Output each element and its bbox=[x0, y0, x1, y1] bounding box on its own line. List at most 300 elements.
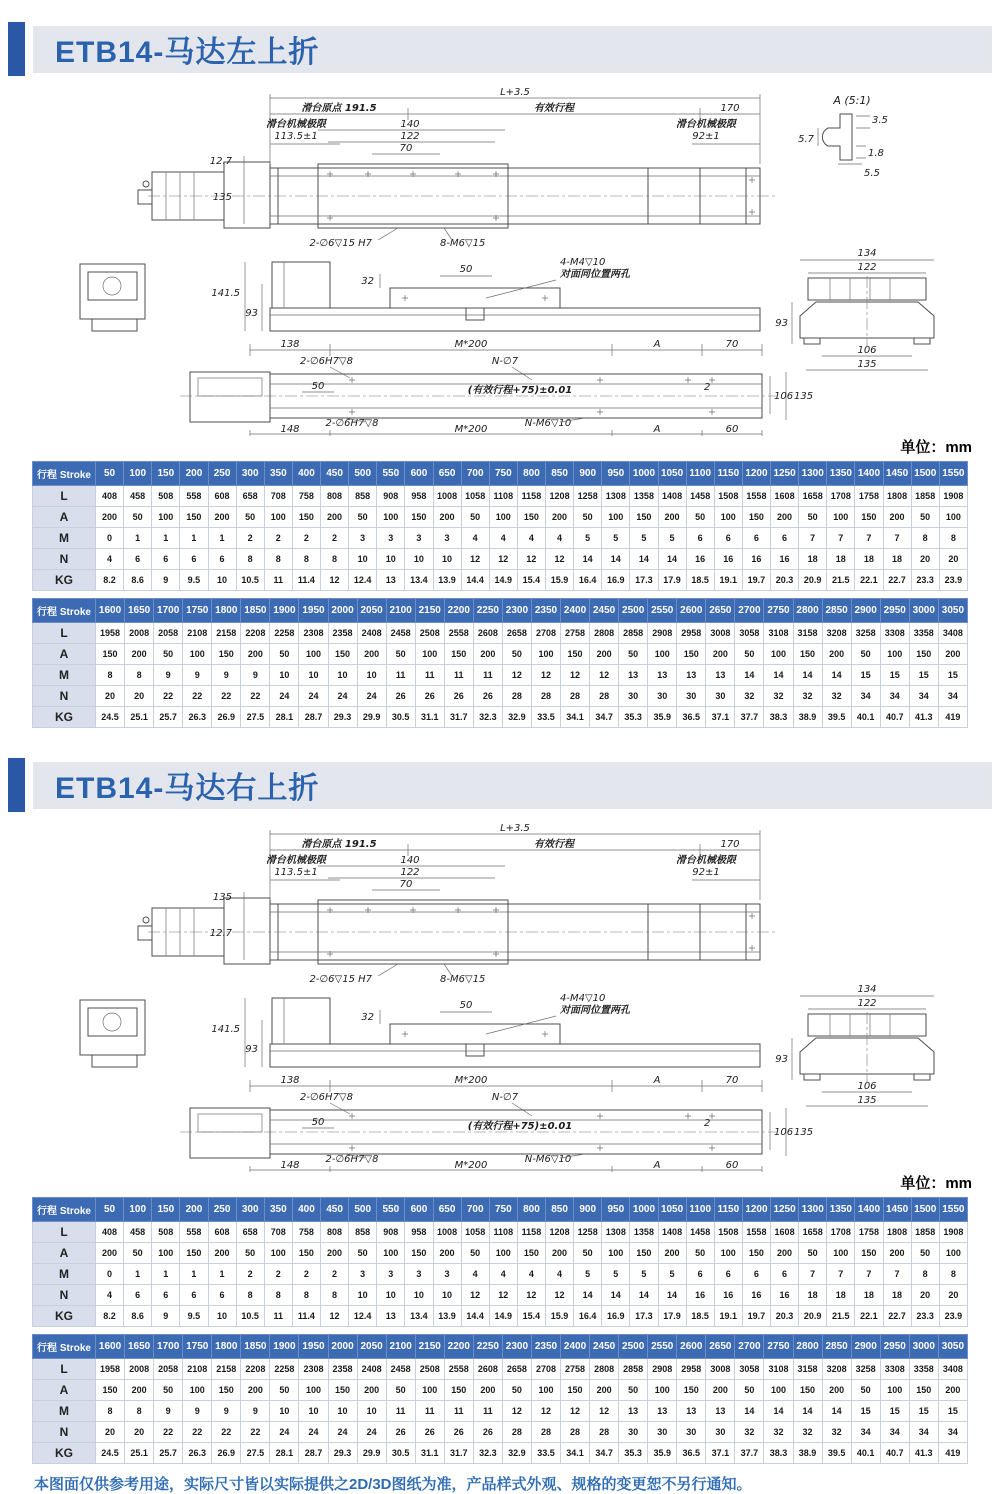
data-cell: 10 bbox=[208, 1306, 236, 1327]
data-cell: 28.1 bbox=[270, 707, 299, 728]
data-cell: 2558 bbox=[444, 623, 473, 644]
data-cell: 558 bbox=[180, 1222, 208, 1243]
data-cell: 2908 bbox=[648, 623, 677, 644]
data-cell: 8 bbox=[292, 549, 320, 570]
dim-label: 148 bbox=[280, 424, 300, 435]
data-cell: 34 bbox=[880, 686, 909, 707]
data-cell: 1 bbox=[208, 528, 236, 549]
dim-label: 170 bbox=[720, 839, 740, 850]
stroke-value-cell: 550 bbox=[377, 462, 405, 486]
data-cell: 30 bbox=[619, 686, 648, 707]
dim-label: 93 bbox=[245, 1044, 258, 1055]
data-cell: 32 bbox=[793, 686, 822, 707]
data-cell: 37.7 bbox=[735, 1443, 764, 1464]
data-cell: 29.3 bbox=[328, 1443, 357, 1464]
data-cell: 1558 bbox=[742, 1222, 770, 1243]
data-cell: 24 bbox=[299, 686, 328, 707]
stroke-value-cell: 2150 bbox=[415, 1335, 444, 1359]
data-cell: 7 bbox=[799, 1264, 827, 1285]
data-cell: 8.6 bbox=[124, 1306, 152, 1327]
data-cell: 34 bbox=[909, 1422, 938, 1443]
disclaimer-note: 本图面仅供参考用途，实际尺寸皆以实际提供之2D/3D图纸为准，产品样式外观、规格的变更恕不另行通知。 bbox=[34, 1476, 752, 1493]
data-cell: 7 bbox=[827, 1264, 855, 1285]
data-cell: 9 bbox=[241, 1401, 270, 1422]
data-cell: 24 bbox=[328, 1422, 357, 1443]
data-cell: 10 bbox=[328, 665, 357, 686]
stroke-value-cell: 700 bbox=[461, 462, 489, 486]
data-cell: 40.1 bbox=[851, 1443, 880, 1464]
data-cell: 2 bbox=[321, 1264, 349, 1285]
data-cell: 50 bbox=[574, 507, 602, 528]
data-cell: 150 bbox=[212, 1380, 241, 1401]
dim-label: 2-∅6H7▽8 bbox=[300, 1092, 353, 1103]
data-cell: 16 bbox=[686, 549, 714, 570]
dim-label: 32 bbox=[361, 276, 374, 287]
data-cell: 39.5 bbox=[822, 707, 851, 728]
data-cell: 15.9 bbox=[546, 1306, 574, 1327]
data-cell: 14 bbox=[574, 549, 602, 570]
data-cell: 16.9 bbox=[602, 1306, 630, 1327]
data-cell: 14.4 bbox=[461, 1306, 489, 1327]
stroke-value-cell: 2650 bbox=[706, 599, 735, 623]
data-cell: 12 bbox=[590, 1401, 619, 1422]
stroke-value-cell: 1550 bbox=[939, 1198, 967, 1222]
dim-label: A bbox=[653, 1075, 661, 1086]
data-cell: 13.9 bbox=[433, 1306, 461, 1327]
data-cell: 32 bbox=[764, 686, 793, 707]
data-cell: 33.5 bbox=[531, 1443, 560, 1464]
end-view bbox=[775, 984, 934, 1106]
row-label-cell: A bbox=[33, 1380, 96, 1401]
dim-label: 50 bbox=[311, 1117, 325, 1128]
data-cell: 15 bbox=[851, 1401, 880, 1422]
data-cell: 15 bbox=[909, 665, 938, 686]
row-label-cell: L bbox=[33, 623, 96, 644]
data-cell: 658 bbox=[236, 486, 264, 507]
stroke-value-cell: 650 bbox=[433, 462, 461, 486]
stroke-value-cell: 1450 bbox=[883, 1198, 911, 1222]
dim-label: 134 bbox=[857, 984, 877, 995]
data-cell: 11.4 bbox=[292, 1306, 320, 1327]
data-cell: 2208 bbox=[241, 1359, 270, 1380]
data-cell: 150 bbox=[742, 507, 770, 528]
data-cell: 2358 bbox=[328, 1359, 357, 1380]
stroke-value-cell: 1150 bbox=[714, 462, 742, 486]
data-cell: 200 bbox=[125, 1380, 154, 1401]
data-cell: 4 bbox=[461, 1264, 489, 1285]
dim-label: N-∅7 bbox=[491, 1092, 519, 1103]
data-cell: 3 bbox=[377, 528, 405, 549]
table-row bbox=[33, 1222, 968, 1243]
data-cell: 5 bbox=[630, 528, 658, 549]
data-cell: 11 bbox=[415, 665, 444, 686]
data-cell: 200 bbox=[241, 1380, 270, 1401]
data-cell: 26 bbox=[444, 1422, 473, 1443]
data-cell: 1608 bbox=[771, 486, 799, 507]
row-label-cell: M bbox=[33, 528, 96, 549]
drawing-area-right bbox=[0, 820, 1000, 1172]
dim-label: 135 bbox=[794, 1127, 814, 1138]
data-cell: 32 bbox=[735, 686, 764, 707]
data-cell: 37.7 bbox=[735, 707, 764, 728]
data-cell: 25.7 bbox=[154, 707, 183, 728]
data-cell: 50 bbox=[574, 1243, 602, 1264]
stroke-value-cell: 1500 bbox=[911, 462, 939, 486]
unit-label: 单位：mm bbox=[900, 1175, 972, 1192]
data-cell: 18 bbox=[855, 549, 883, 570]
unit-label: 单位：mm bbox=[900, 439, 972, 456]
data-cell: 18 bbox=[827, 549, 855, 570]
stroke-header-cell: 行程 Stroke bbox=[33, 1335, 96, 1359]
data-cell: 200 bbox=[938, 644, 967, 665]
stroke-value-cell: 50 bbox=[96, 1198, 124, 1222]
data-cell: 4 bbox=[517, 528, 545, 549]
data-cell: 150 bbox=[517, 1243, 545, 1264]
stroke-value-cell: 2950 bbox=[880, 1335, 909, 1359]
section-banner bbox=[8, 22, 992, 76]
data-cell: 30 bbox=[677, 1422, 706, 1443]
data-cell: 13.9 bbox=[433, 570, 461, 591]
data-cell: 2208 bbox=[241, 623, 270, 644]
data-cell: 20.9 bbox=[799, 1306, 827, 1327]
data-cell: 34 bbox=[880, 1422, 909, 1443]
data-cell: 14 bbox=[574, 1285, 602, 1306]
data-cell: 50 bbox=[851, 1380, 880, 1401]
data-cell: 12 bbox=[531, 665, 560, 686]
data-cell: 100 bbox=[648, 644, 677, 665]
data-cell: 100 bbox=[183, 644, 212, 665]
data-cell: 2758 bbox=[561, 623, 590, 644]
data-cell: 50 bbox=[124, 507, 152, 528]
data-cell: 22 bbox=[212, 1422, 241, 1443]
stroke-value-cell: 2550 bbox=[648, 599, 677, 623]
data-cell: 4 bbox=[96, 549, 124, 570]
data-cell: 2 bbox=[292, 1264, 320, 1285]
data-cell: 12 bbox=[489, 549, 517, 570]
spec-tables bbox=[32, 1197, 968, 1464]
data-cell: 22 bbox=[241, 686, 270, 707]
table-header-row bbox=[33, 1335, 968, 1359]
dim-label: 138 bbox=[280, 339, 300, 350]
detail-a bbox=[798, 94, 888, 179]
data-cell: 19.7 bbox=[742, 1306, 770, 1327]
stroke-value-cell: 2400 bbox=[561, 599, 590, 623]
data-cell: 38.3 bbox=[764, 1443, 793, 1464]
dim-label: 2-∅6H7▽8 bbox=[325, 418, 379, 429]
data-cell: 100 bbox=[602, 1243, 630, 1264]
data-cell: 8 bbox=[939, 1264, 967, 1285]
data-cell: 1408 bbox=[658, 486, 686, 507]
data-cell: 8 bbox=[321, 1285, 349, 1306]
data-cell: 2508 bbox=[415, 623, 444, 644]
data-cell: 29.3 bbox=[328, 707, 357, 728]
row-label-cell: KG bbox=[33, 1443, 96, 1464]
stroke-value-cell: 700 bbox=[461, 1198, 489, 1222]
dim-label: 2-∅6▽15 H7 bbox=[309, 974, 372, 985]
row-label-cell: N bbox=[33, 686, 96, 707]
dim-label: 60 bbox=[725, 424, 739, 435]
dim-label: 138 bbox=[280, 1075, 300, 1086]
dim-label: 8-M6▽15 bbox=[440, 974, 486, 985]
data-cell: 8 bbox=[125, 1401, 154, 1422]
data-cell: 15 bbox=[880, 665, 909, 686]
data-cell: 40.1 bbox=[851, 707, 880, 728]
stroke-value-cell: 2500 bbox=[619, 1335, 648, 1359]
data-cell: 3358 bbox=[909, 623, 938, 644]
data-cell: 10 bbox=[377, 1285, 405, 1306]
data-cell: 3108 bbox=[764, 623, 793, 644]
data-cell: 5 bbox=[602, 1264, 630, 1285]
data-cell: 12 bbox=[517, 1285, 545, 1306]
data-cell: 2258 bbox=[270, 623, 299, 644]
data-cell: 28.7 bbox=[299, 707, 328, 728]
section-title: ETB14-马达左上折 bbox=[55, 36, 320, 69]
accent-bar bbox=[8, 758, 25, 812]
data-cell: 9.5 bbox=[180, 1306, 208, 1327]
data-cell: 908 bbox=[377, 486, 405, 507]
data-cell: 200 bbox=[125, 644, 154, 665]
dim-label: 106 bbox=[857, 1081, 877, 1092]
data-cell: 2 bbox=[292, 528, 320, 549]
data-cell: 100 bbox=[152, 1243, 180, 1264]
data-cell: 2158 bbox=[212, 623, 241, 644]
data-cell: 200 bbox=[590, 644, 619, 665]
data-cell: 9 bbox=[154, 665, 183, 686]
data-cell: 26.9 bbox=[212, 707, 241, 728]
data-cell: 11 bbox=[473, 665, 502, 686]
data-cell: 9 bbox=[212, 1401, 241, 1422]
data-cell: 2 bbox=[264, 1264, 292, 1285]
data-cell: 100 bbox=[264, 507, 292, 528]
data-cell: 9 bbox=[212, 665, 241, 686]
data-cell: 100 bbox=[531, 1380, 560, 1401]
data-cell: 1158 bbox=[517, 1222, 545, 1243]
data-cell: 0 bbox=[96, 528, 124, 549]
data-cell: 18.5 bbox=[686, 1306, 714, 1327]
stroke-value-cell: 1750 bbox=[183, 599, 212, 623]
stroke-value-cell: 2150 bbox=[415, 599, 444, 623]
data-cell: 8 bbox=[911, 1264, 939, 1285]
data-cell: 26.9 bbox=[212, 1443, 241, 1464]
data-cell: 34 bbox=[938, 686, 967, 707]
data-cell: 32 bbox=[764, 1422, 793, 1443]
data-cell: 15.9 bbox=[546, 570, 574, 591]
stroke-value-cell: 2350 bbox=[531, 1335, 560, 1359]
data-cell: 3 bbox=[405, 528, 433, 549]
data-cell: 10 bbox=[270, 665, 299, 686]
stroke-value-cell: 3050 bbox=[938, 599, 967, 623]
data-cell: 8 bbox=[96, 1401, 125, 1422]
dim-label: 135 bbox=[857, 359, 877, 370]
data-cell: 36.5 bbox=[677, 707, 706, 728]
data-cell: 26 bbox=[386, 686, 415, 707]
data-cell: 31.1 bbox=[415, 1443, 444, 1464]
data-cell: 150 bbox=[742, 1243, 770, 1264]
data-cell: 100 bbox=[939, 507, 967, 528]
data-cell: 3258 bbox=[851, 1359, 880, 1380]
data-cell: 2708 bbox=[531, 1359, 560, 1380]
section-title: ETB14-马达右上折 bbox=[55, 772, 320, 805]
stroke-value-cell: 350 bbox=[264, 462, 292, 486]
dim-label: 滑台机械极限 bbox=[266, 119, 326, 130]
data-cell: 2 bbox=[236, 1264, 264, 1285]
data-cell: 2158 bbox=[212, 1359, 241, 1380]
data-cell: 26 bbox=[444, 686, 473, 707]
data-cell: 38.3 bbox=[764, 707, 793, 728]
data-cell: 100 bbox=[377, 507, 405, 528]
data-cell: 24 bbox=[357, 686, 386, 707]
data-cell: 40.7 bbox=[880, 707, 909, 728]
stroke-value-cell: 550 bbox=[377, 1198, 405, 1222]
data-cell: 1858 bbox=[911, 486, 939, 507]
data-cell: 13 bbox=[377, 570, 405, 591]
data-cell: 1408 bbox=[658, 1222, 686, 1243]
data-cell: 658 bbox=[236, 1222, 264, 1243]
data-cell: 35.3 bbox=[619, 707, 648, 728]
data-cell: 8 bbox=[292, 1285, 320, 1306]
table-row bbox=[33, 665, 968, 686]
data-cell: 16 bbox=[686, 1285, 714, 1306]
data-cell: 100 bbox=[415, 644, 444, 665]
data-cell: 34 bbox=[851, 1422, 880, 1443]
data-cell: 150 bbox=[517, 507, 545, 528]
data-cell: 3058 bbox=[735, 623, 764, 644]
stroke-value-cell: 2900 bbox=[851, 599, 880, 623]
data-cell: 1058 bbox=[461, 486, 489, 507]
stroke-value-cell: 2850 bbox=[822, 599, 851, 623]
data-cell: 2608 bbox=[473, 623, 502, 644]
stroke-value-cell: 1850 bbox=[241, 599, 270, 623]
data-cell: 50 bbox=[386, 644, 415, 665]
data-cell: 200 bbox=[590, 1380, 619, 1401]
data-cell: 100 bbox=[489, 507, 517, 528]
row-label-cell: KG bbox=[33, 1306, 96, 1327]
dim-label: 113.5±1 bbox=[274, 867, 318, 878]
data-cell: 2108 bbox=[183, 1359, 212, 1380]
data-cell: 32 bbox=[735, 1422, 764, 1443]
data-cell: 14 bbox=[793, 1401, 822, 1422]
data-cell: 2 bbox=[264, 528, 292, 549]
data-cell: 12 bbox=[546, 549, 574, 570]
data-cell: 100 bbox=[827, 507, 855, 528]
data-cell: 2308 bbox=[299, 623, 328, 644]
stroke-value-cell: 900 bbox=[574, 1198, 602, 1222]
data-cell: 4 bbox=[489, 1264, 517, 1285]
data-cell: 508 bbox=[152, 1222, 180, 1243]
data-cell: 12 bbox=[461, 549, 489, 570]
data-cell: 24.5 bbox=[96, 707, 125, 728]
data-cell: 4 bbox=[461, 528, 489, 549]
data-cell: 8 bbox=[236, 549, 264, 570]
data-cell: 50 bbox=[851, 644, 880, 665]
data-cell: 408 bbox=[96, 1222, 124, 1243]
data-cell: 20 bbox=[96, 686, 125, 707]
row-label-cell: L bbox=[33, 1222, 96, 1243]
stroke-value-cell: 1350 bbox=[827, 462, 855, 486]
data-cell: 5 bbox=[574, 1264, 602, 1285]
data-cell: 1908 bbox=[939, 1222, 967, 1243]
dim-label: N-∅7 bbox=[491, 356, 519, 367]
dim-label: 135 bbox=[212, 192, 232, 203]
dim-label: 92±1 bbox=[692, 867, 720, 878]
stroke-value-cell: 1700 bbox=[154, 599, 183, 623]
data-cell: 3108 bbox=[764, 1359, 793, 1380]
data-cell: 32.3 bbox=[473, 707, 502, 728]
data-cell: 14.4 bbox=[461, 570, 489, 591]
data-cell: 31.7 bbox=[444, 1443, 473, 1464]
row-label-cell: M bbox=[33, 1401, 96, 1422]
data-cell: 150 bbox=[677, 644, 706, 665]
data-cell: 8 bbox=[125, 665, 154, 686]
bottom-view bbox=[180, 1075, 813, 1172]
data-cell: 12 bbox=[590, 665, 619, 686]
data-cell: 100 bbox=[531, 644, 560, 665]
data-cell: 7 bbox=[883, 528, 911, 549]
data-cell: 50 bbox=[349, 1243, 377, 1264]
data-cell: 1208 bbox=[546, 1222, 574, 1243]
data-cell: 18 bbox=[827, 1285, 855, 1306]
data-cell: 27.5 bbox=[241, 1443, 270, 1464]
stroke-value-cell: 1100 bbox=[686, 462, 714, 486]
data-cell: 20 bbox=[939, 1285, 967, 1306]
data-cell: 7 bbox=[827, 528, 855, 549]
data-cell: 41.3 bbox=[909, 707, 938, 728]
data-cell: 50 bbox=[124, 1243, 152, 1264]
data-cell: 16 bbox=[771, 1285, 799, 1306]
data-cell: 30.5 bbox=[386, 707, 415, 728]
section-motor-left bbox=[0, 22, 1000, 728]
data-cell: 150 bbox=[630, 1243, 658, 1264]
data-cell: 18 bbox=[799, 1285, 827, 1306]
data-cell: 50 bbox=[735, 1380, 764, 1401]
stroke-value-cell: 1650 bbox=[125, 599, 154, 623]
data-cell: 20 bbox=[125, 1422, 154, 1443]
data-cell: 20.3 bbox=[771, 1306, 799, 1327]
stroke-value-cell: 1950 bbox=[299, 599, 328, 623]
data-cell: 50 bbox=[619, 1380, 648, 1401]
data-cell: 34 bbox=[851, 686, 880, 707]
stroke-value-cell: 2750 bbox=[764, 1335, 793, 1359]
data-cell: 1808 bbox=[883, 486, 911, 507]
data-cell: 28 bbox=[561, 1422, 590, 1443]
stroke-value-cell: 2450 bbox=[590, 1335, 619, 1359]
data-cell: 100 bbox=[880, 1380, 909, 1401]
data-cell: 200 bbox=[241, 644, 270, 665]
data-cell: 1258 bbox=[574, 486, 602, 507]
data-cell: 2958 bbox=[677, 623, 706, 644]
data-cell: 50 bbox=[461, 1243, 489, 1264]
data-cell: 150 bbox=[180, 507, 208, 528]
data-cell: 1 bbox=[152, 528, 180, 549]
data-cell: 1158 bbox=[517, 486, 545, 507]
data-cell: 408 bbox=[96, 486, 124, 507]
data-cell: 2008 bbox=[125, 623, 154, 644]
data-cell: 100 bbox=[880, 644, 909, 665]
data-cell: 24 bbox=[357, 1422, 386, 1443]
data-cell: 200 bbox=[321, 507, 349, 528]
dim-label: 134 bbox=[857, 248, 877, 259]
stroke-value-cell: 3050 bbox=[938, 1335, 967, 1359]
data-cell: 1308 bbox=[602, 1222, 630, 1243]
stroke-value-cell: 1900 bbox=[270, 1335, 299, 1359]
data-cell: 1258 bbox=[574, 1222, 602, 1243]
section-motor-right bbox=[0, 758, 1000, 1464]
stroke-value-cell: 200 bbox=[180, 1198, 208, 1222]
stroke-value-cell: 1000 bbox=[630, 1198, 658, 1222]
data-cell: 13.4 bbox=[405, 1306, 433, 1327]
data-cell: 150 bbox=[405, 1243, 433, 1264]
data-cell: 200 bbox=[883, 507, 911, 528]
